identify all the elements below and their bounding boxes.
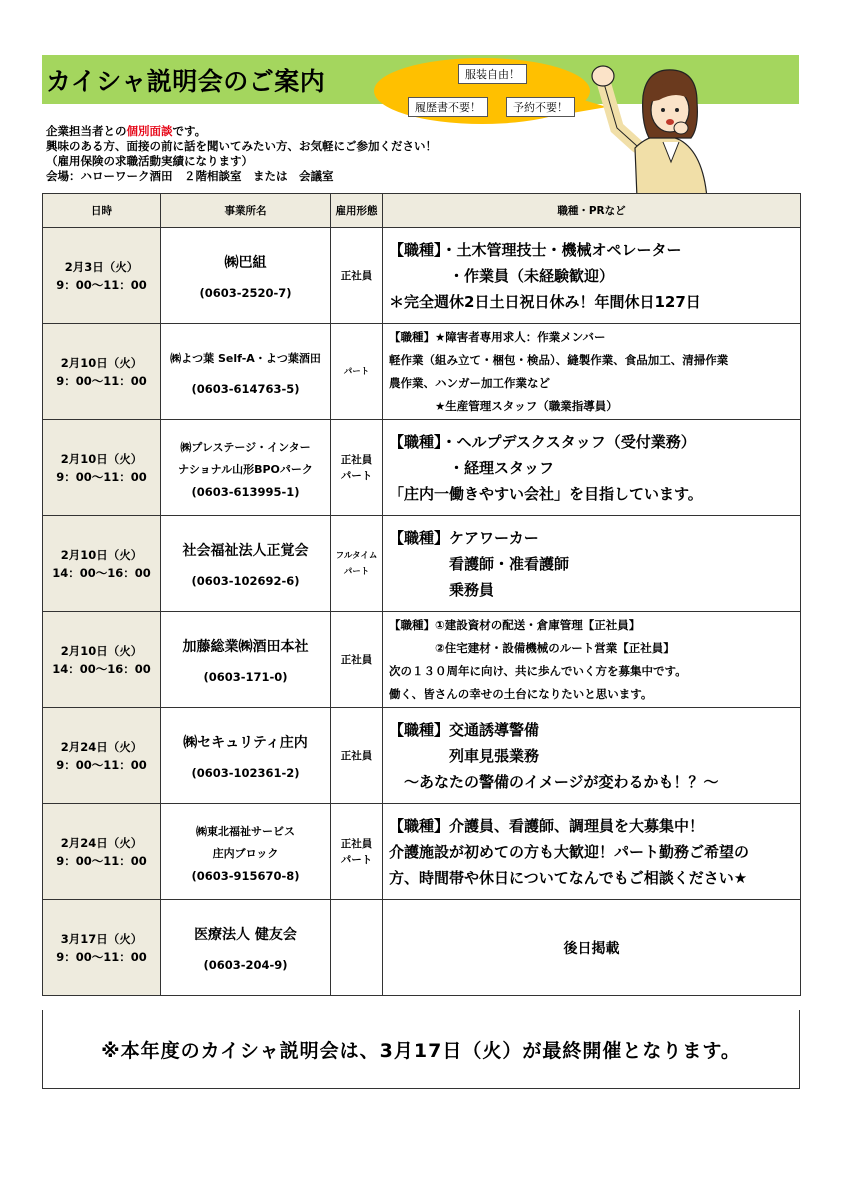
- header-datetime: 日時: [43, 194, 161, 228]
- date-cell: 2月24日（火） 9：00〜11：00: [43, 804, 161, 900]
- employment-cell: パート: [331, 324, 383, 420]
- venue-line: 会場：ハローワーク酒田 ２階相談室 または 会議室: [46, 169, 334, 183]
- date-cell: 2月10日（火） 9：00〜11：00: [43, 420, 161, 516]
- date-cell: 3月17日（火） 9：00〜11：00: [43, 900, 161, 996]
- intro-line-3: （雇用保険の求職活動実績になります）: [46, 154, 253, 168]
- company-cell: 医療法人 健友会 (0603-204-9): [161, 900, 331, 996]
- presenter-illustration: [585, 58, 715, 200]
- table-row: [43, 420, 801, 516]
- company-cell: ㈱セキュリティ庄内 (0603-102361-2): [161, 708, 331, 804]
- table-row: [43, 900, 801, 996]
- intro-line-1: 企業担当者との個別面談です。: [46, 124, 207, 138]
- company-cell: ㈱東北福祉サービス 庄内ブロック (0603-915670-8): [161, 804, 331, 900]
- page-title: カイシャ説明会のご案内: [46, 67, 326, 96]
- tag-no-reservation: 予約不要！: [506, 97, 575, 117]
- company-cell: ㈱巴組 (0603-2520-7): [161, 228, 331, 324]
- employment-cell: フルタイム パート: [331, 516, 383, 612]
- table-row: [43, 804, 801, 900]
- table-row: [43, 228, 801, 324]
- employment-cell: 正社員 パート: [331, 420, 383, 516]
- company-cell: 社会福祉法人正覚会 (0603-102692-6): [161, 516, 331, 612]
- intro-line-2: 興味のある方、面接の前に話を聞いてみたい方、お気軽にご参加ください！: [46, 139, 437, 153]
- table-row: [43, 324, 801, 420]
- employment-cell: 正社員: [331, 612, 383, 708]
- table-row: [43, 516, 801, 612]
- header-employment: 雇用形態: [331, 194, 383, 228]
- details-cell: 【職種】交通誘導警備 列車見張業務 〜あなたの警備のイメージが変わるかも！？〜: [383, 708, 801, 804]
- employment-cell: 正社員 パート: [331, 804, 383, 900]
- date-cell: 2月10日（火） 14：00〜16：00: [43, 612, 161, 708]
- date-cell: 2月3日（火） 9：00〜11：00: [43, 228, 161, 324]
- header-details: 職種・PRなど: [383, 194, 801, 228]
- details-cell: 【職種】①建設資材の配送・倉庫管理【正社員】 ②住宅建材・設備機械のルート営業【正社員】 次の１３０周年に向け、共に歩んでいく方を募集中です。 働く、皆さんの幸せの土台になりたいと思います。: [383, 612, 801, 708]
- schedule-table: [42, 193, 801, 996]
- details-cell: 【職種】★障害者専用求人：作業メンバー 軽作業（組み立て・梱包・検品）、縫製作業、食品加工、清掃作業 農作業、ハンガー加工作業など ★生産管理スタッフ（職業指導員）: [383, 324, 801, 420]
- speech-bubble: [372, 55, 604, 129]
- final-notice-text: ※本年度のカイシャ説明会は、3月17日（火）が最終開催となります。: [101, 1039, 741, 1062]
- intro-text: [46, 124, 437, 184]
- details-cell: 【職種】ケアワーカー 看護師・准看護師 乗務員: [383, 516, 801, 612]
- company-cell: ㈱よつ葉 Self-A・よつ葉酒田 (0603-614763-5): [161, 324, 331, 420]
- table-row: [43, 708, 801, 804]
- details-cell: 【職種】・ヘルプデスクスタッフ（受付業務） ・経理スタッフ 「庄内一働きやすい会社」を目指しています。: [383, 420, 801, 516]
- employment-cell: [331, 900, 383, 996]
- individual-interview-highlight: 個別面談: [126, 124, 173, 138]
- final-notice-box: [42, 1010, 800, 1089]
- details-cell: 【職種】介護員、看護師、調理員を大募集中！ 介護施設が初めての方も大歓迎！パート勤務ご希望の 方、時間帯や休日についてなんでもご相談ください★: [383, 804, 801, 900]
- company-cell: ㈱プレステージ・インター ナショナル山形BPOパーク (0603-613995-1): [161, 420, 331, 516]
- details-cell: 後日掲載: [383, 900, 801, 996]
- table-row: [43, 612, 801, 708]
- table-header-row: [43, 194, 801, 228]
- details-cell: 【職種】・土木管理技士・機械オペレーター ・作業員（未経験歓迎） ＊完全週休2日土日祝日休み！年間休日127日: [383, 228, 801, 324]
- date-cell: 2月10日（火） 14：00〜16：00: [43, 516, 161, 612]
- date-cell: 2月10日（火） 9：00〜11：00: [43, 324, 161, 420]
- tag-dress-code: 服装自由！: [458, 64, 527, 84]
- company-cell: 加藤総業㈱酒田本社 (0603-171-0): [161, 612, 331, 708]
- date-cell: 2月24日（火） 9：00〜11：00: [43, 708, 161, 804]
- employment-cell: 正社員: [331, 708, 383, 804]
- employment-cell: 正社員: [331, 228, 383, 324]
- header-company: 事業所名: [161, 194, 331, 228]
- tag-no-resume: 履歴書不要！: [408, 97, 488, 117]
